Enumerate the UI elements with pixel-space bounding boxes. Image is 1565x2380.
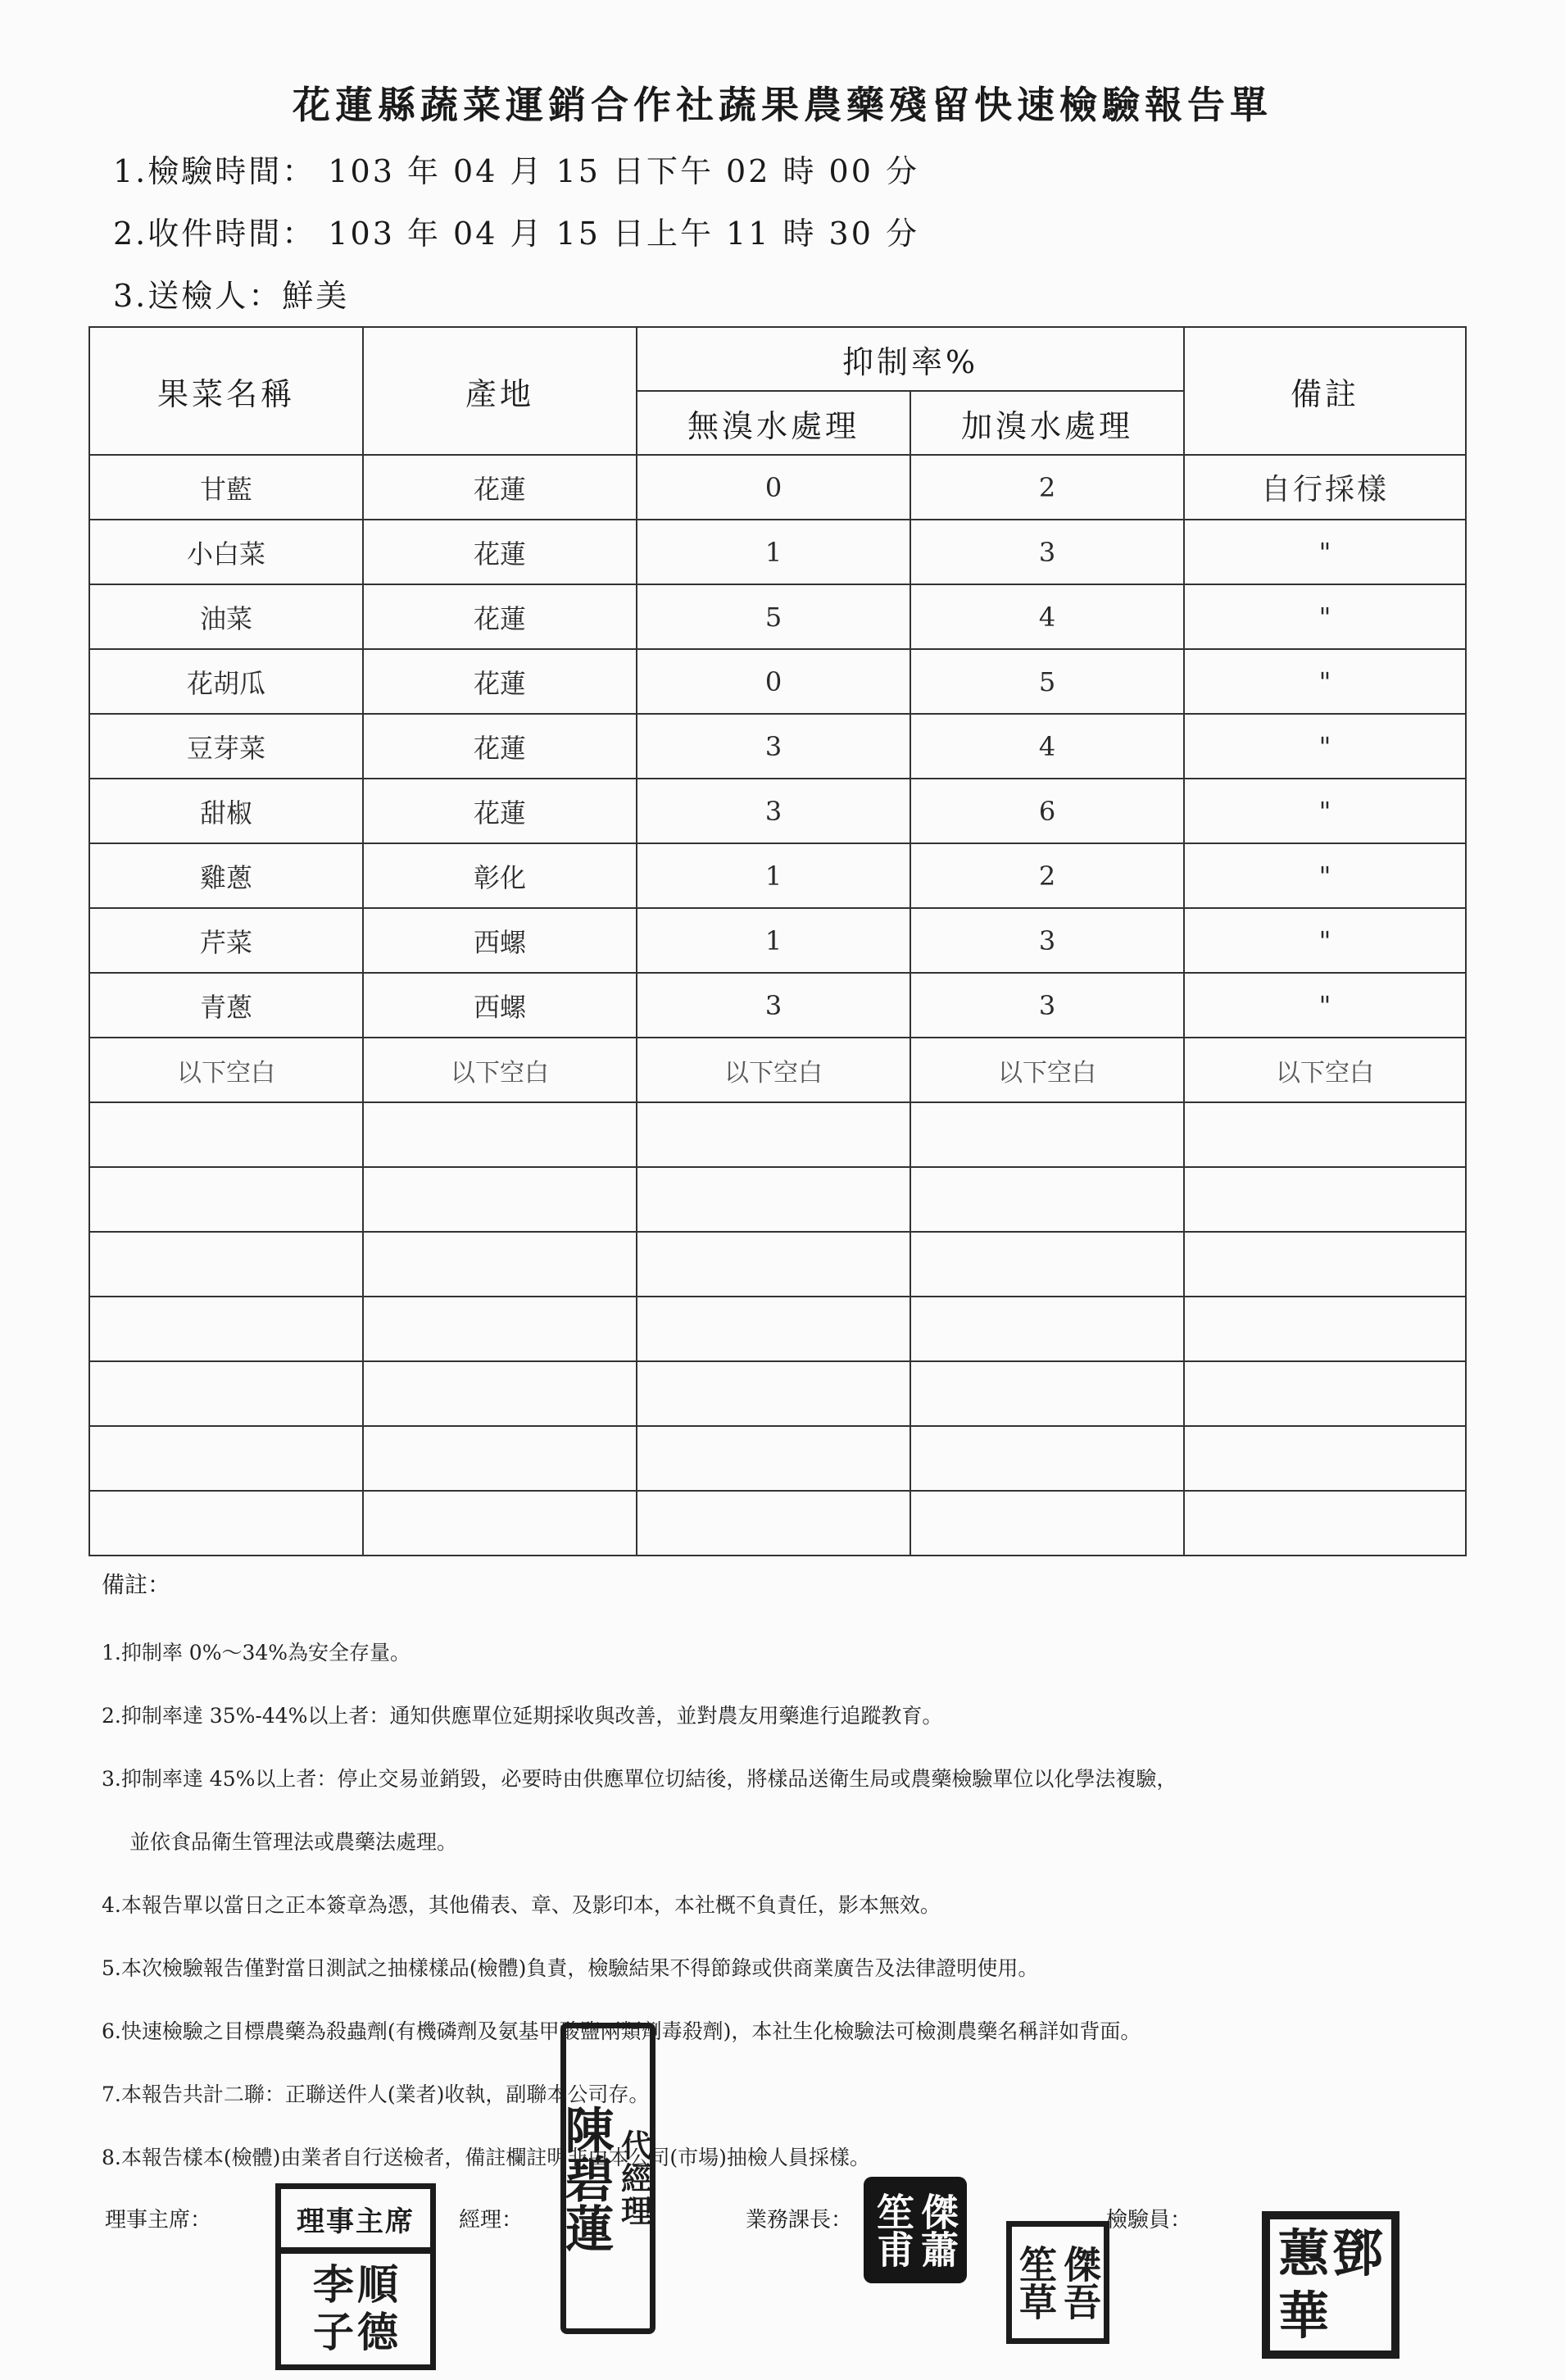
note-item: 2.抑制率達 35%-44%以上者：通知供應單位延期採收與改善，並對農友用藥進行追蹤教育。 [102,1704,943,1728]
stamp-text: 傑吾 笙草 [1014,2245,1102,2320]
rate-no-bromine: 0 [637,455,910,520]
section-chief-seal-b [1006,2221,1109,2344]
table-row-blank-marker [89,1038,1466,1102]
results-table [88,326,1467,1556]
produce-name: 豆芽菜 [89,714,363,779]
chairman-title-stamp [275,2183,436,2254]
remark: " [1184,520,1466,584]
header-bromine: 加溴水處理 [910,391,1184,455]
rate-bromine: 4 [910,584,1184,649]
inspector-label: 檢驗員： [1106,2208,1192,2232]
rate-bromine: 3 [910,908,1184,973]
receipt-time: 2.收件時間： 103 年 04 月 15 日上午 11 時 30 分 [113,216,919,252]
origin: 西螺 [363,908,637,973]
seal-char: 鄧 [1332,2223,1384,2283]
origin: 花蓮 [363,714,637,779]
empty-row [89,1491,1466,1556]
blank-marker: 以下空白 [89,1038,363,1102]
table-row [89,779,1466,843]
note-item: 並依食品衛生管理法或農藥法處理。 [129,1830,458,1854]
remark: " [1184,973,1466,1038]
rate-no-bromine: 3 [637,714,910,779]
remark: 自行採樣 [1184,455,1466,520]
seal-char: 李 [313,2260,354,2309]
notes-section [102,1567,1462,2207]
rate-no-bromine: 1 [637,843,910,908]
table-row [89,908,1466,973]
remark: " [1184,779,1466,843]
chairman-label: 理事主席： [105,2208,212,2232]
origin: 西螺 [363,973,637,1038]
header-remark: 備註 [1184,327,1466,455]
note-item: 8.本報告樣本(檢體)由業者自行送檢者，備註欄註明非由本公司(市場)抽檢人員採樣。 [102,2146,870,2169]
note-item: 7.本報告共計二聯：正聯送件人(業者)收執，副聯本公司存。 [102,2082,650,2106]
origin: 花蓮 [363,520,637,584]
produce-name: 青蔥 [89,973,363,1038]
seal-char [1332,2285,1383,2347]
origin: 花蓮 [363,455,637,520]
rate-no-bromine: 3 [637,779,910,843]
rate-bromine: 2 [910,843,1184,908]
rate-bromine: 3 [910,520,1184,584]
manager-seal [556,2023,655,2334]
produce-name: 油菜 [89,584,363,649]
origin: 花蓮 [363,584,637,649]
stamp-text: 陳碧蓮 [556,2105,615,2252]
inspection-time: 1.檢驗時間： 103 年 04 月 15 日下午 02 時 00 分 [113,153,919,189]
rate-bromine: 6 [910,779,1184,843]
table-row [89,455,1466,520]
chairman-name-seal [275,2247,436,2370]
origin: 花蓮 [363,779,637,843]
rate-bromine: 5 [910,649,1184,714]
empty-row [89,1361,1466,1426]
section-chief-seal-a [864,2177,967,2283]
produce-name: 芹菜 [89,908,363,973]
rate-no-bromine: 5 [637,584,910,649]
blank-marker: 以下空白 [637,1038,910,1102]
table-row [89,843,1466,908]
notes-heading: 備註： [102,1571,171,1598]
manager-label: 經理： [459,2208,524,2232]
note-item: 1.抑制率 0%～34%為安全存量。 [102,1641,411,1665]
empty-row [89,1232,1466,1297]
table-row [89,520,1466,584]
seal-char: 蕙 [1277,2223,1329,2283]
empty-row [89,1426,1466,1491]
header-origin: 產地 [363,327,637,455]
remark: " [1184,584,1466,649]
produce-name: 甜椒 [89,779,363,843]
stamp-text: 理事主席 [297,2205,415,2238]
inspector-seal [1262,2211,1399,2359]
rate-bromine: 3 [910,973,1184,1038]
table-row [89,584,1466,649]
blank-marker: 以下空白 [910,1038,1184,1102]
rate-no-bromine: 1 [637,908,910,973]
produce-name: 甘藍 [89,455,363,520]
table-row [89,649,1466,714]
produce-name: 雞蔥 [89,843,363,908]
seal-char: 順 [357,2260,398,2309]
header-produce-name: 果菜名稱 [89,327,363,455]
header-no-bromine: 無溴水處理 [637,391,910,455]
origin: 花蓮 [363,649,637,714]
note-item: 3.抑制率達 45%以上者：停止交易並銷毀，必要時由供應單位切結後，將樣品送衛生局或農藥檢驗單位以化學法複驗， [102,1767,1177,1791]
stamp-text: 代經理 [615,2129,653,2228]
rate-bromine: 2 [910,455,1184,520]
table-row [89,973,1466,1038]
seal-char: 子 [313,2308,354,2356]
rate-no-bromine: 0 [637,649,910,714]
origin: 彰化 [363,843,637,908]
remark: " [1184,908,1466,973]
note-item: 4.本報告單以當日之正本簽章為憑，其他備表、章、及影印本，本社概不負責任，影本無效。 [102,1893,941,1917]
blank-marker: 以下空白 [363,1038,637,1102]
table-row [89,714,1466,779]
blank-marker: 以下空白 [1184,1038,1466,1102]
rate-no-bromine: 3 [637,973,910,1038]
empty-row [89,1297,1466,1361]
submitter: 3.送檢人：鮮美 [113,278,350,314]
rate-bromine: 4 [910,714,1184,779]
stamp-text: 傑蕭 笙甫 [871,2192,959,2268]
empty-row [89,1102,1466,1167]
seal-char: 華 [1277,2286,1329,2346]
note-item: 5.本次檢驗報告僅對當日測試之抽樣樣品(檢體)負責，檢驗結果不得節錄或供商業廣告及法律證明使用。 [102,1956,1039,1980]
rate-no-bromine: 1 [637,520,910,584]
note-item: 6.快速檢驗之目標農藥為殺蟲劑(有機磷劑及氨基甲酸鹽兩類劑毒殺劑)，本社生化檢驗法可檢測農藥名稱詳如背面。 [102,2019,1141,2043]
remark: " [1184,714,1466,779]
seal-char: 德 [357,2308,398,2356]
remark: " [1184,649,1466,714]
empty-row [89,1167,1466,1232]
report-title: 花蓮縣蔬菜運銷合作社蔬果農藥殘留快速檢驗報告單 [293,83,1272,127]
section-chief-label: 業務課長： [746,2208,853,2232]
produce-name: 小白菜 [89,520,363,584]
header-inhibition-rate: 抑制率% [637,327,1184,391]
remark: " [1184,843,1466,908]
produce-name: 花胡瓜 [89,649,363,714]
